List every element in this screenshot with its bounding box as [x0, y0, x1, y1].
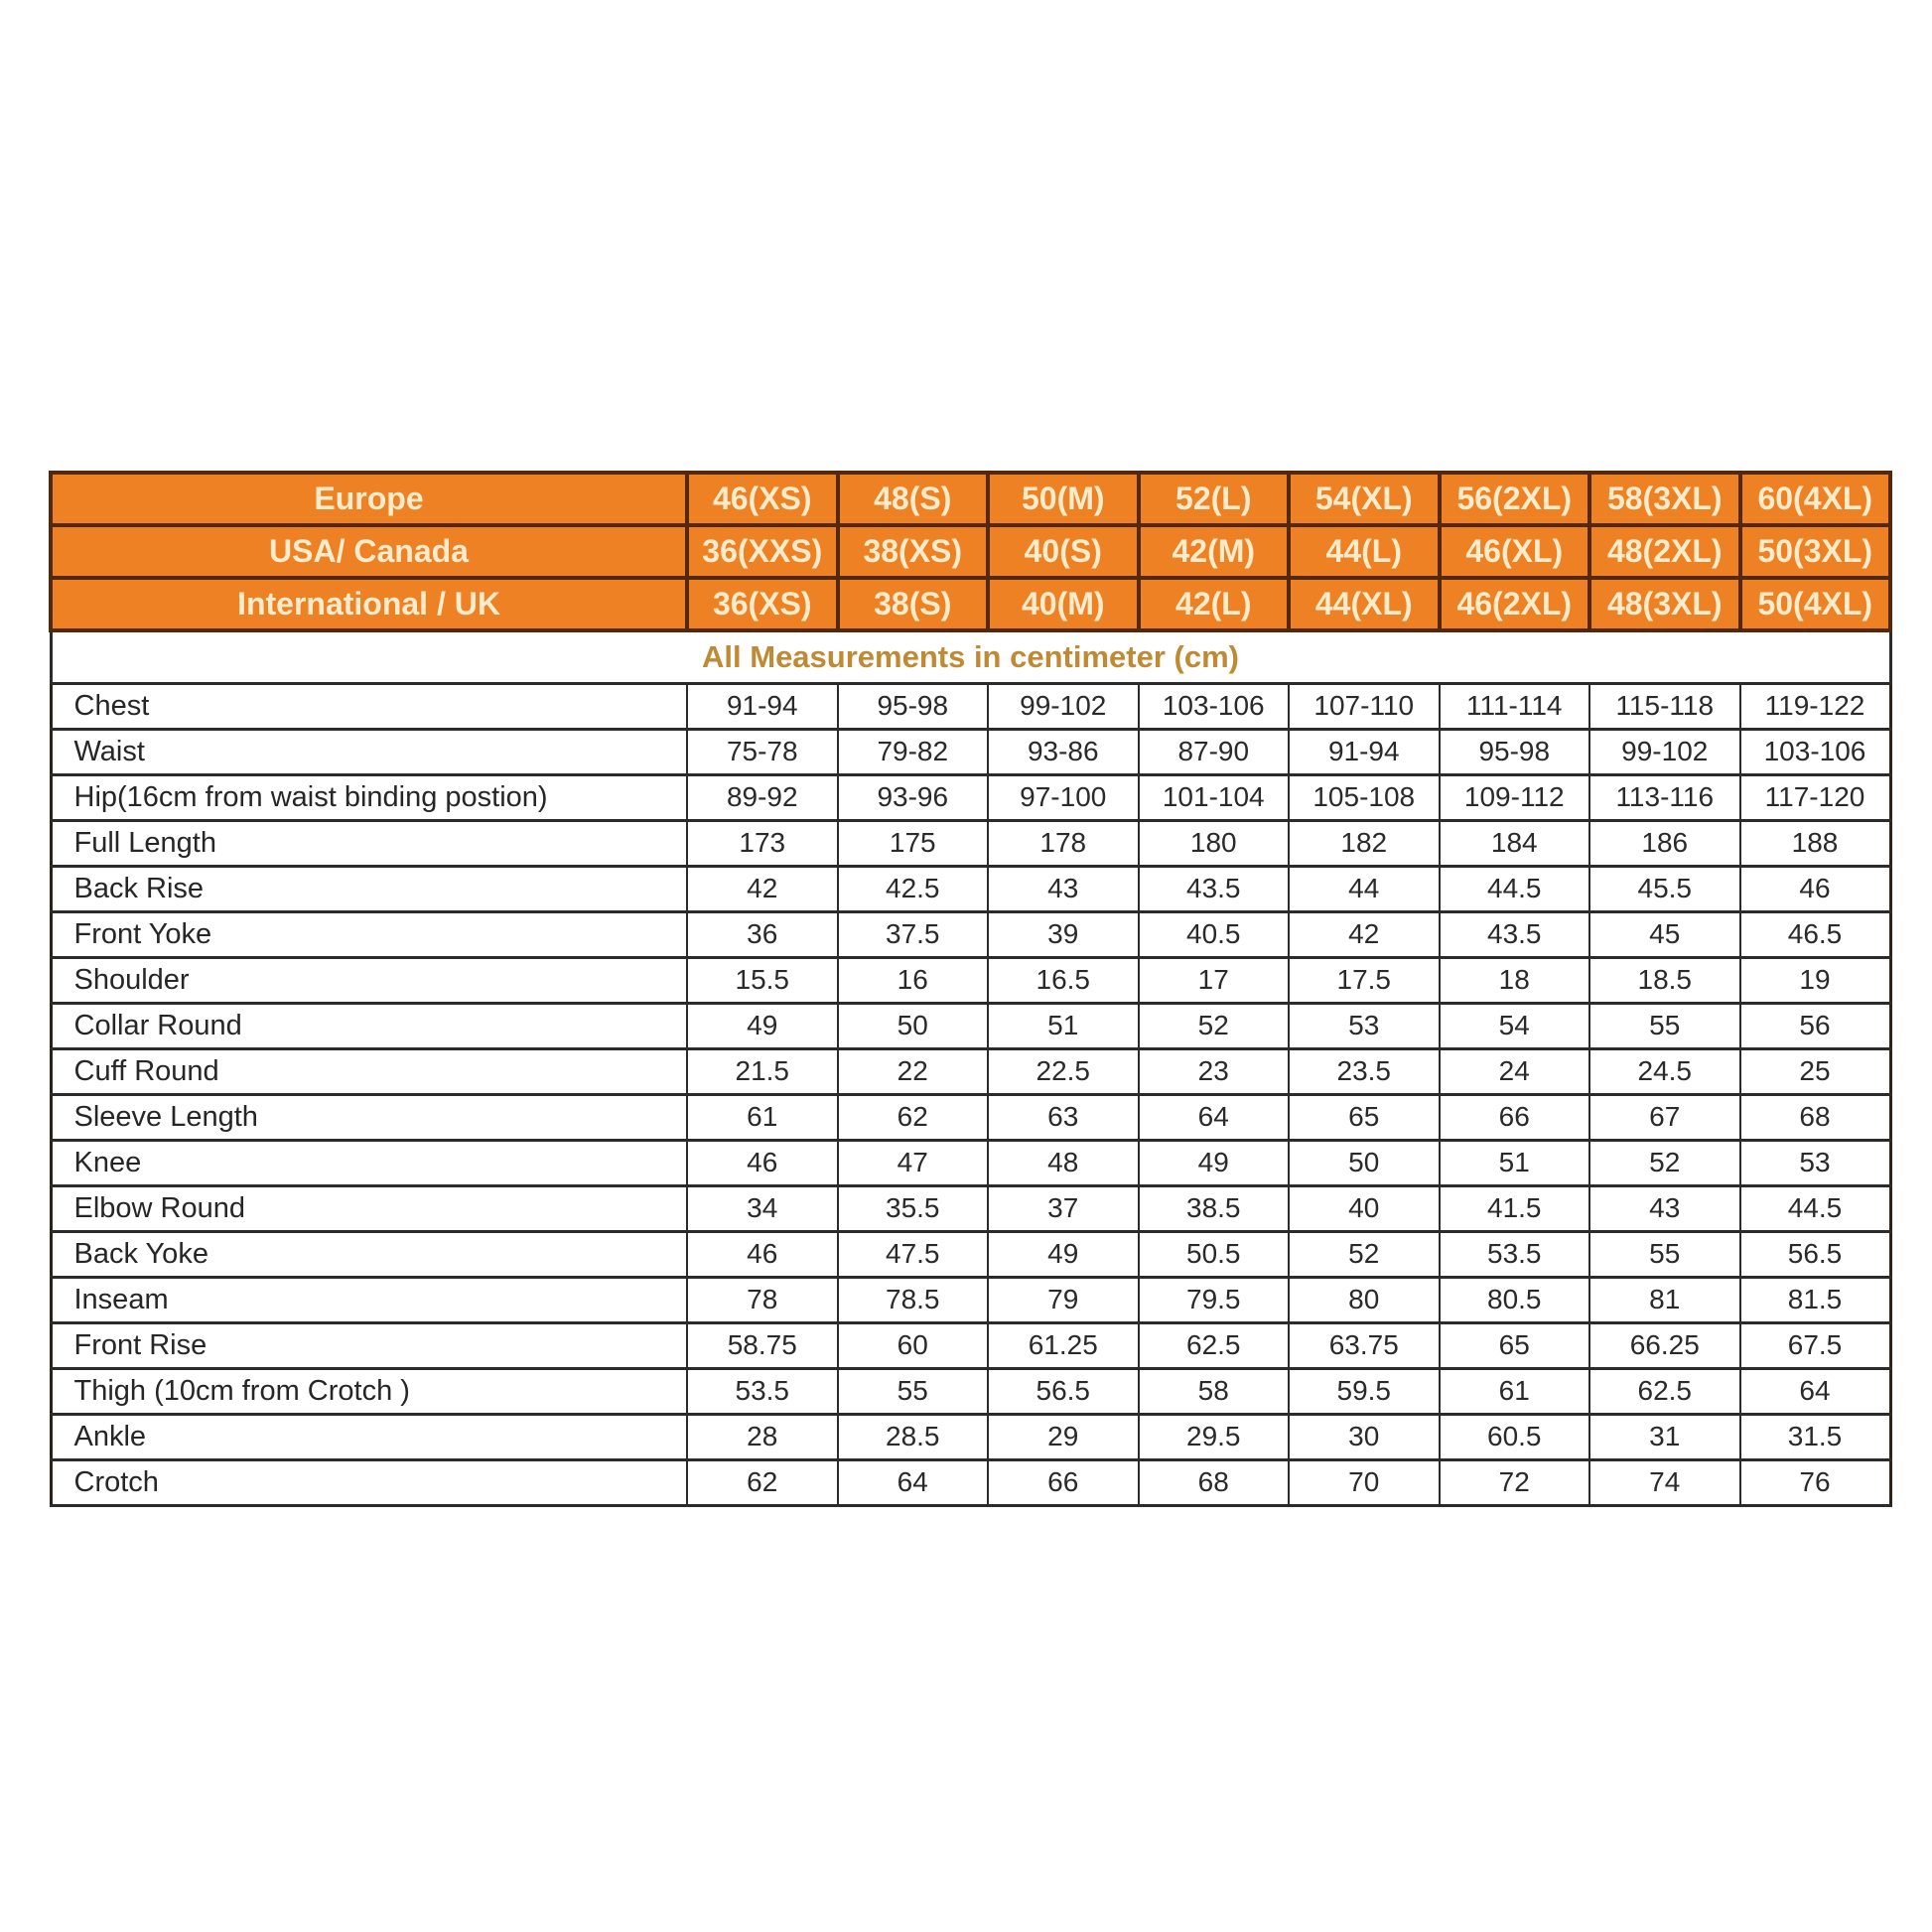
measurement-cell: 54	[1440, 1003, 1590, 1048]
measurement-cell: 64	[1740, 1368, 1891, 1414]
measurement-cell: 95-98	[838, 683, 989, 729]
row-label: Thigh (10cm from Crotch )	[51, 1368, 687, 1414]
measurement-cell: 91-94	[1289, 729, 1440, 774]
measurement-cell: 53	[1740, 1140, 1891, 1185]
measurement-cell: 184	[1440, 820, 1590, 866]
row-label: Front Rise	[51, 1322, 687, 1368]
measurement-cell: 60	[838, 1322, 989, 1368]
row-label: Inseam	[51, 1277, 687, 1322]
measurement-cell: 188	[1740, 820, 1891, 866]
measurement-cell: 43.5	[1139, 866, 1290, 911]
size-header-cell: 40(M)	[988, 578, 1139, 630]
size-header-cell: 50(3XL)	[1740, 525, 1891, 578]
measurement-cell: 62.5	[1589, 1368, 1740, 1414]
size-header-cell: 36(XS)	[687, 578, 838, 630]
measurement-cell: 44.5	[1740, 1185, 1891, 1231]
measurement-cell: 113-116	[1589, 774, 1740, 820]
measurement-cell: 17.5	[1289, 957, 1440, 1003]
measurement-cell: 61	[687, 1094, 838, 1140]
size-system-row-europe	[51, 473, 1890, 525]
measurement-cell: 53.5	[1440, 1231, 1590, 1277]
table-row	[51, 1414, 1890, 1459]
measurement-cell: 66	[988, 1459, 1139, 1505]
measurement-cell: 186	[1589, 820, 1740, 866]
table-row	[51, 683, 1890, 729]
measurement-cell: 89-92	[687, 774, 838, 820]
measurement-cell: 79	[988, 1277, 1139, 1322]
row-label: Cuff Round	[51, 1048, 687, 1094]
size-header-cell: 46(XL)	[1440, 525, 1590, 578]
size-header-cell: 50(M)	[988, 473, 1139, 525]
measurement-cell: 66	[1440, 1094, 1590, 1140]
measurement-cell: 67	[1589, 1094, 1740, 1140]
measurement-cell: 46.5	[1740, 911, 1891, 957]
measurement-cell: 45	[1589, 911, 1740, 957]
measurement-cell: 49	[988, 1231, 1139, 1277]
row-label: Chest	[51, 683, 687, 729]
measurement-cell: 93-86	[988, 729, 1139, 774]
measurement-cell: 66.25	[1589, 1322, 1740, 1368]
size-system-label: International / UK	[51, 578, 687, 630]
measurement-cell: 53.5	[687, 1368, 838, 1414]
size-header-cell: 50(4XL)	[1740, 578, 1891, 630]
measurement-cell: 24	[1440, 1048, 1590, 1094]
measurement-cell: 56	[1740, 1003, 1891, 1048]
table-row	[51, 957, 1890, 1003]
measurement-cell: 52	[1589, 1140, 1740, 1185]
measurement-cell: 42	[1289, 911, 1440, 957]
size-header-cell: 58(3XL)	[1589, 473, 1740, 525]
measurement-cell: 107-110	[1289, 683, 1440, 729]
measurement-cell: 52	[1289, 1231, 1440, 1277]
size-system-row-usa-canada	[51, 525, 1890, 578]
measurement-cell: 117-120	[1740, 774, 1891, 820]
measurement-cell: 22.5	[988, 1048, 1139, 1094]
measurement-cell: 39	[988, 911, 1139, 957]
table-row	[51, 1003, 1890, 1048]
measurement-cell: 58.75	[687, 1322, 838, 1368]
size-chart-table	[49, 471, 1892, 1507]
measurement-cell: 47.5	[838, 1231, 989, 1277]
row-label: Back Yoke	[51, 1231, 687, 1277]
measurement-cell: 105-108	[1289, 774, 1440, 820]
row-label: Ankle	[51, 1414, 687, 1459]
measurement-cell: 29.5	[1139, 1414, 1290, 1459]
measurement-cell: 16	[838, 957, 989, 1003]
measurement-cell: 52	[1139, 1003, 1290, 1048]
measurement-cell: 28.5	[838, 1414, 989, 1459]
measurement-cell: 64	[1139, 1094, 1290, 1140]
measurement-cell: 81.5	[1740, 1277, 1891, 1322]
measurement-cell: 37.5	[838, 911, 989, 957]
measurement-cell: 29	[988, 1414, 1139, 1459]
measurement-unit-note: All Measurements in centimeter (cm)	[51, 630, 1890, 683]
measurement-cell: 38.5	[1139, 1185, 1290, 1231]
table-row	[51, 820, 1890, 866]
measurement-cell: 55	[1589, 1003, 1740, 1048]
row-label: Elbow Round	[51, 1185, 687, 1231]
measurement-cell: 115-118	[1589, 683, 1740, 729]
measurement-unit-note-row	[51, 630, 1890, 683]
measurement-cell: 42.5	[838, 866, 989, 911]
measurement-cell: 43	[1589, 1185, 1740, 1231]
measurement-cell: 53	[1289, 1003, 1440, 1048]
size-system-label: Europe	[51, 473, 687, 525]
row-label: Collar Round	[51, 1003, 687, 1048]
measurement-cell: 97-100	[988, 774, 1139, 820]
size-header-cell: 44(L)	[1289, 525, 1440, 578]
measurement-cell: 99-102	[988, 683, 1139, 729]
size-header-cell: 46(2XL)	[1440, 578, 1590, 630]
measurement-cell: 59.5	[1289, 1368, 1440, 1414]
measurement-cell: 178	[988, 820, 1139, 866]
measurement-cell: 40.5	[1139, 911, 1290, 957]
table-row	[51, 1322, 1890, 1368]
measurement-cell: 76	[1740, 1459, 1891, 1505]
table-row	[51, 1048, 1890, 1094]
measurement-cell: 15.5	[687, 957, 838, 1003]
measurement-cell: 78.5	[838, 1277, 989, 1322]
measurement-cell: 62.5	[1139, 1322, 1290, 1368]
table-row	[51, 866, 1890, 911]
measurement-cell: 16.5	[988, 957, 1139, 1003]
measurement-cell: 182	[1289, 820, 1440, 866]
row-label: Knee	[51, 1140, 687, 1185]
row-label: Sleeve Length	[51, 1094, 687, 1140]
measurement-cell: 31.5	[1740, 1414, 1891, 1459]
measurement-cell: 25	[1740, 1048, 1891, 1094]
measurement-cell: 63	[988, 1094, 1139, 1140]
measurement-cell: 67.5	[1740, 1322, 1891, 1368]
measurement-cell: 55	[838, 1368, 989, 1414]
size-header-cell: 52(L)	[1139, 473, 1290, 525]
size-header-cell: 56(2XL)	[1440, 473, 1590, 525]
table-row	[51, 1231, 1890, 1277]
measurement-cell: 61.25	[988, 1322, 1139, 1368]
measurement-cell: 87-90	[1139, 729, 1290, 774]
table-row	[51, 1094, 1890, 1140]
measurement-cell: 58	[1139, 1368, 1290, 1414]
measurement-cell: 45.5	[1589, 866, 1740, 911]
row-label: Front Yoke	[51, 911, 687, 957]
size-header-cell: 48(S)	[838, 473, 989, 525]
measurement-cell: 62	[687, 1459, 838, 1505]
row-label: Full Length	[51, 820, 687, 866]
size-header-cell: 54(XL)	[1289, 473, 1440, 525]
measurement-cell: 119-122	[1740, 683, 1891, 729]
measurement-cell: 19	[1740, 957, 1891, 1003]
measurement-cell: 103-106	[1139, 683, 1290, 729]
measurement-cell: 18	[1440, 957, 1590, 1003]
measurement-cell: 51	[1440, 1140, 1590, 1185]
measurement-cell: 55	[1589, 1231, 1740, 1277]
measurement-cell: 47	[838, 1140, 989, 1185]
measurement-cell: 46	[687, 1231, 838, 1277]
measurement-cell: 37	[988, 1185, 1139, 1231]
table-row	[51, 774, 1890, 820]
measurement-cell: 81	[1589, 1277, 1740, 1322]
row-label: Shoulder	[51, 957, 687, 1003]
measurement-cell: 35.5	[838, 1185, 989, 1231]
measurement-cell: 111-114	[1440, 683, 1590, 729]
measurement-cell: 23.5	[1289, 1048, 1440, 1094]
measurement-cell: 44	[1289, 866, 1440, 911]
measurement-cell: 24.5	[1589, 1048, 1740, 1094]
measurement-cell: 40	[1289, 1185, 1440, 1231]
measurement-cell: 61	[1440, 1368, 1590, 1414]
measurement-cell: 48	[988, 1140, 1139, 1185]
measurement-cell: 70	[1289, 1459, 1440, 1505]
measurement-cell: 109-112	[1440, 774, 1590, 820]
size-header-cell: 46(XS)	[687, 473, 838, 525]
measurement-cell: 75-78	[687, 729, 838, 774]
measurement-cell: 74	[1589, 1459, 1740, 1505]
measurement-cell: 34	[687, 1185, 838, 1231]
table-row	[51, 911, 1890, 957]
measurement-cell: 79-82	[838, 729, 989, 774]
size-header-cell: 42(M)	[1139, 525, 1290, 578]
measurement-cell: 50	[838, 1003, 989, 1048]
measurement-cell: 43	[988, 866, 1139, 911]
measurement-cell: 56.5	[988, 1368, 1139, 1414]
measurement-cell: 30	[1289, 1414, 1440, 1459]
measurement-cell: 62	[838, 1094, 989, 1140]
measurement-cell: 78	[687, 1277, 838, 1322]
measurement-cell: 22	[838, 1048, 989, 1094]
measurement-cell: 31	[1589, 1414, 1740, 1459]
measurement-cell: 18.5	[1589, 957, 1740, 1003]
measurement-cell: 50	[1289, 1140, 1440, 1185]
measurement-cell: 79.5	[1139, 1277, 1290, 1322]
measurement-cell: 63.75	[1289, 1322, 1440, 1368]
measurement-cell: 46	[1740, 866, 1891, 911]
measurement-cell: 49	[687, 1003, 838, 1048]
measurement-cell: 36	[687, 911, 838, 957]
measurement-cell: 80.5	[1440, 1277, 1590, 1322]
measurement-cell: 80	[1289, 1277, 1440, 1322]
measurement-cell: 91-94	[687, 683, 838, 729]
measurement-cell: 49	[1139, 1140, 1290, 1185]
measurement-cell: 93-96	[838, 774, 989, 820]
measurement-cell: 64	[838, 1459, 989, 1505]
measurement-cell: 44.5	[1440, 866, 1590, 911]
measurement-cell: 175	[838, 820, 989, 866]
size-header-cell: 60(4XL)	[1740, 473, 1891, 525]
size-header-cell: 40(S)	[988, 525, 1139, 578]
size-system-row-international-uk	[51, 578, 1890, 630]
row-label: Back Rise	[51, 866, 687, 911]
measurement-cell: 50.5	[1139, 1231, 1290, 1277]
measurement-cell: 43.5	[1440, 911, 1590, 957]
size-header-cell: 42(L)	[1139, 578, 1290, 630]
size-system-label: USA/ Canada	[51, 525, 687, 578]
row-label: Crotch	[51, 1459, 687, 1505]
measurement-cell: 21.5	[687, 1048, 838, 1094]
size-header-cell: 48(2XL)	[1589, 525, 1740, 578]
measurement-cell: 41.5	[1440, 1185, 1590, 1231]
row-label: Hip(16cm from waist binding postion)	[51, 774, 687, 820]
measurement-cell: 95-98	[1440, 729, 1590, 774]
measurement-cell: 101-104	[1139, 774, 1290, 820]
measurement-cell: 173	[687, 820, 838, 866]
size-header-cell: 36(XXS)	[687, 525, 838, 578]
size-header-cell: 38(S)	[838, 578, 989, 630]
measurement-cell: 72	[1440, 1459, 1590, 1505]
table-row	[51, 1459, 1890, 1505]
measurement-cell: 46	[687, 1140, 838, 1185]
size-header-cell: 44(XL)	[1289, 578, 1440, 630]
table-row	[51, 729, 1890, 774]
measurement-cell: 60.5	[1440, 1414, 1590, 1459]
table-row	[51, 1185, 1890, 1231]
measurement-cell: 51	[988, 1003, 1139, 1048]
measurement-cell: 56.5	[1740, 1231, 1891, 1277]
measurement-cell: 23	[1139, 1048, 1290, 1094]
measurement-cell: 17	[1139, 957, 1290, 1003]
measurement-cell: 68	[1139, 1459, 1290, 1505]
size-header-cell: 48(3XL)	[1589, 578, 1740, 630]
size-header-cell: 38(XS)	[838, 525, 989, 578]
measurement-cell: 42	[687, 866, 838, 911]
table-row	[51, 1277, 1890, 1322]
measurement-cell: 99-102	[1589, 729, 1740, 774]
measurement-cell: 68	[1740, 1094, 1891, 1140]
measurement-cell: 65	[1440, 1322, 1590, 1368]
measurement-cell: 103-106	[1740, 729, 1891, 774]
table-row	[51, 1140, 1890, 1185]
row-label: Waist	[51, 729, 687, 774]
measurement-cell: 65	[1289, 1094, 1440, 1140]
table-row	[51, 1368, 1890, 1414]
measurement-cell: 28	[687, 1414, 838, 1459]
measurement-cell: 180	[1139, 820, 1290, 866]
